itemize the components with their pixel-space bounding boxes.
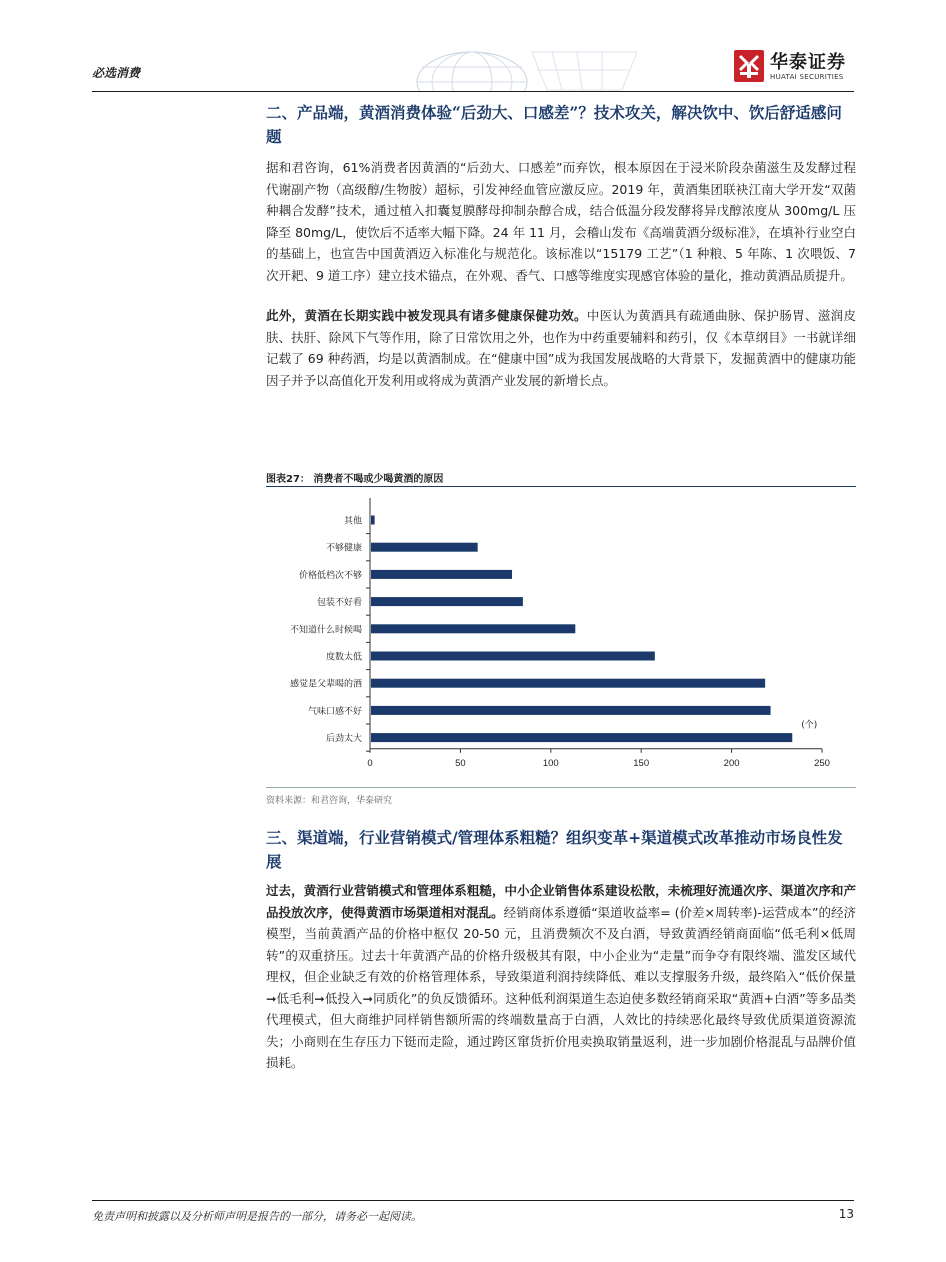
brand-name-en: HUATAI SECURITIES — [770, 73, 844, 81]
x-tick-label-0: 0 — [367, 757, 373, 769]
header-section-title: 必选消费 — [92, 66, 141, 80]
globe-decoration-icon — [412, 42, 642, 92]
huatai-logo-icon — [734, 50, 764, 82]
category-label-7: 气味口感不好 — [307, 706, 362, 717]
section-product-heading: 二、产品端，黄酒消费体验“后劲大、口感差”？技术攻关，解决饮中、饮后舒适感问题 — [266, 103, 842, 146]
figure-title: 图表27： 消费者不喝或少喝黄酒的原因 — [266, 474, 444, 485]
x-tick-label-4: 200 — [723, 757, 740, 769]
channel-paragraph-lead: 过去，黄酒行业营销模式和管理体系粗糙，中小企业销售体系建设松散，未梳理好流通次序、渠道次序和产品投放次序，使得黄酒市场渠道相对混乱。 — [266, 883, 856, 920]
figure-top-rule — [266, 486, 856, 487]
bar-8 — [371, 733, 792, 742]
page-number: 13 — [838, 1207, 854, 1221]
figure-source: 资料来源：和君咨询，华泰研究 — [266, 796, 393, 806]
section-channel-paragraph-1 — [266, 880, 856, 1074]
bar-5 — [371, 652, 655, 661]
section-channel-heading: 三、渠道端，行业营销模式/管理体系粗糙？组织变革+渠道模式改革推动市场良性发展 — [266, 828, 843, 871]
category-label-2: 价格低档次不够 — [298, 570, 362, 581]
page-header — [92, 40, 854, 92]
bar-0 — [371, 516, 375, 525]
category-label-6: 感觉是父辈喝的酒 — [289, 679, 362, 690]
bar-4 — [371, 624, 575, 633]
x-tick-label-1: 50 — [455, 757, 466, 769]
paragraph-2-body: 中医认为黄酒具有疏通曲脉、保护肠胃、滋润皮肤、扶肝、除风下气等作用，除了日常饮用之外，也作为中药重要辅料和药引，仅《本草纲目》一书就详细记载了 69 种药酒，均是以黄酒制成。在“健康中国”成为我国发展战略的大背景下，发掘黄酒中的健康功能因子并予以高值化开发利用或将成为黄酒产业发展的新增长点。 — [266, 308, 856, 388]
header-rule — [92, 91, 854, 92]
category-label-0: 其他 — [343, 516, 362, 527]
footer-disclaimer: 免责声明和披露以及分析师声明是报告的一部分，请务必一起阅读。 — [92, 1210, 422, 1223]
section-product-paragraph-1: 据和君咨询，61%消费者因黄酒的“后劲大、口感差”而弃饮，根本原因在于浸米阶段杂菌滋生及发酵过程代谢副产物（高级醇/生物胺）超标，引发神经血管应激反应。2019 年，黄酒集团联袂江南大学开发“双菌种耦合发酵”技术，通过植入扣囊复膜酵母抑制杂醇合成，结合低温分段发酵将异戊醇浓度从 300mg/L 压降至 80mg/L，使饮后不适率大幅下降。24 年 11 月，会稽山发布《高端黄酒分级标准》，在填补行业空白的基础上，也宣告中国黄酒迈入标准化与规范化。该标准以“15179 工艺”（1 种粮、5 年陈、1 次喂饭、7 次开耙、9 道工序）建立技术锚点，在外观、香气、口感等维度实现感官体验的量化，推动黄酒品质提升。 — [266, 160, 856, 283]
brand-name-cn: 华泰证券 — [770, 52, 846, 73]
section-product — [266, 101, 856, 391]
category-label-5: 度数太低 — [325, 652, 362, 663]
unit-label: (个) — [801, 720, 818, 731]
bar-7 — [371, 706, 771, 715]
bar-2 — [371, 570, 512, 579]
section-product-paragraph-2 — [266, 305, 856, 391]
category-label-8: 后劲太大 — [325, 734, 362, 745]
figure-bottom-rule — [266, 787, 856, 788]
section-channel — [266, 826, 856, 1074]
paragraph-2-lead: 此外，黄酒在长期实践中被发现具有诸多健康保健功效。 — [266, 308, 587, 323]
huatai-logo — [734, 48, 854, 88]
bar-1 — [371, 543, 478, 552]
category-label-1: 不够健康 — [325, 543, 362, 554]
category-label-3: 包装不好看 — [316, 598, 362, 609]
x-tick-label-3: 150 — [633, 757, 650, 769]
x-tick-label-5: 250 — [814, 757, 830, 769]
footer-rule — [92, 1200, 854, 1201]
bar-6 — [371, 679, 765, 688]
channel-paragraph-body: 经销商体系遵循“渠道收益率= (价差×周转率)-运营成本”的经济模型，当前黄酒产品的价格中枢仅 20-50 元，且消费频次不及白酒，导致黄酒经销商面临“低毛利×低周转”的双重挤压。过去十年黄酒产品的价格升级极其有限，中小企业为“走量”而争夺有限终端、滥发区域代理权，但企业缺乏有效的价格管理体系，导致渠道利润持续降低、难以支撑服务升级，最终陷入“低价保量➞低毛利➞低投入➞同质化”的负反馈循环。这种低利润渠道生态迫使多数经销商采取“黄酒+白酒”等多品类代理模式，但大商维护同样销售额所需的终端数量高于白酒，人效比的持续恶化最终导致优质渠道资源流失；小商则在生存压力下铤而走险，通过跨区窜货折价甩卖换取销量返利，进一步加剧价格混乱与品牌价值损耗。 — [266, 904, 856, 1070]
category-label-4: 不知道什么时候喝 — [289, 625, 362, 636]
x-tick-label-2: 100 — [542, 757, 559, 769]
bar-chart — [266, 490, 856, 785]
bar-3 — [371, 597, 523, 606]
